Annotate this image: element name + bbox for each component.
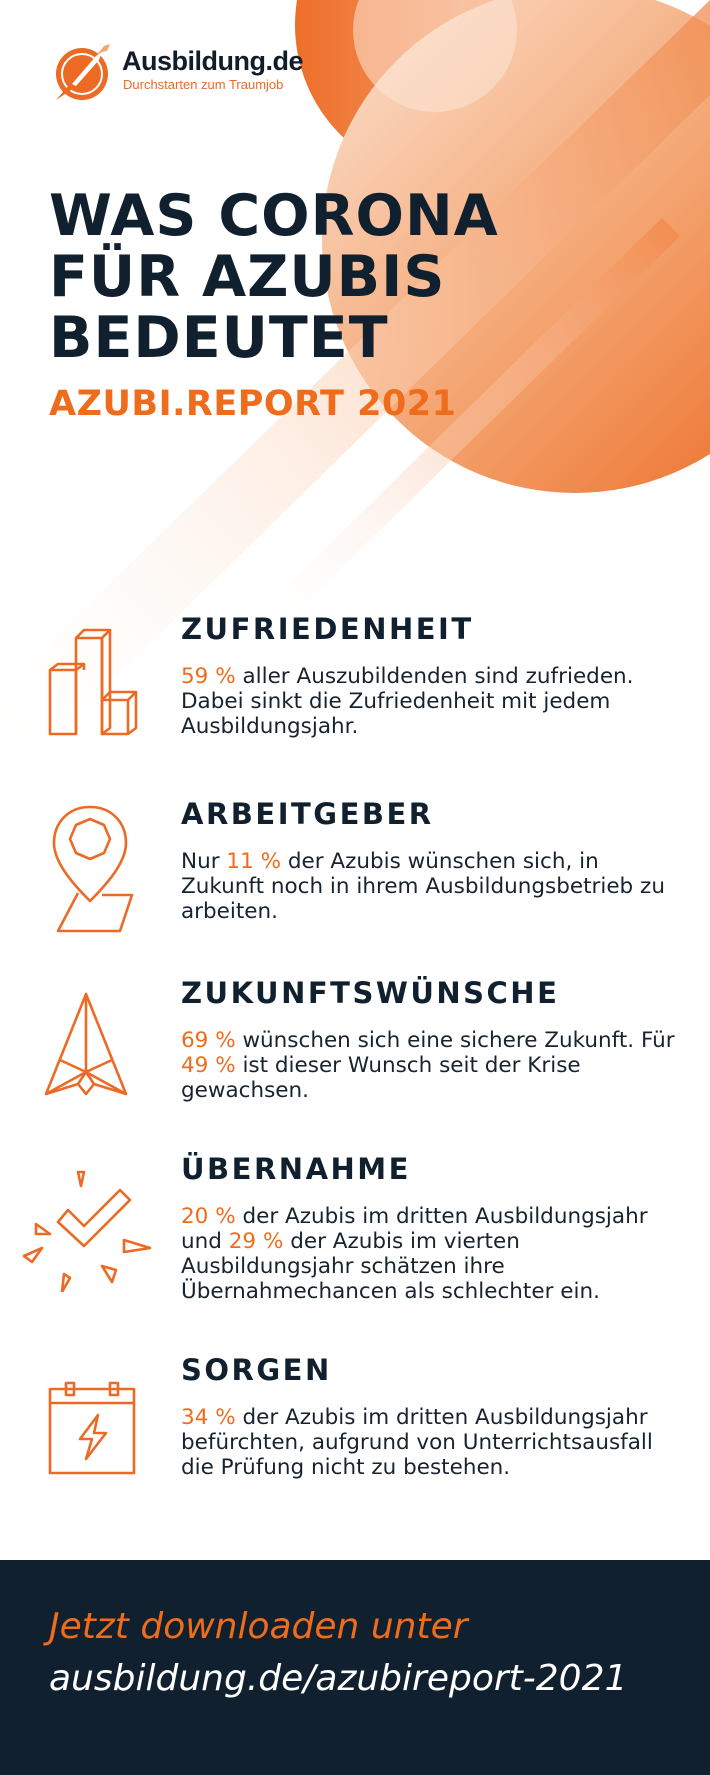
brand-logo[interactable] <box>52 38 303 104</box>
stat-highlight: 29 % <box>228 1229 284 1254</box>
map-pin-icon <box>20 797 160 937</box>
section-text: Nur 11 % der Azubis wünschen sich, in Zukunft noch in ihrem Ausbildungsbetrieb zu arbeiten. <box>181 849 665 924</box>
stat-highlight: 20 % <box>181 1204 236 1229</box>
checkmark-burst-icon <box>20 1152 160 1292</box>
stat-highlight: 34 % <box>181 1405 236 1430</box>
title-line-1: WAS CORONA <box>49 183 499 249</box>
stat-highlight: 11 % <box>226 849 282 874</box>
title-line-3: BEDEUTET <box>49 305 389 371</box>
brand-name: Ausbildung.de <box>122 46 303 76</box>
section-text: 34 % der Azubis im dritten Ausbildungsjahr befürchten, aufgrund von Unterrichtsausfall die Prüfung nicht zu bestehen. <box>181 1405 653 1480</box>
stat-highlight: 59 % <box>181 664 236 689</box>
stat-highlight: 49 % <box>181 1053 236 1078</box>
title-line-2: FÜR AZUBIS <box>49 244 446 310</box>
report-subtitle: AZUBI.REPORT 2021 <box>49 384 457 424</box>
bar-chart-3d-icon <box>20 612 160 752</box>
rocket-logo-icon <box>52 38 118 104</box>
paper-plane-icon <box>20 976 160 1116</box>
page-title <box>49 183 499 371</box>
section-heading: ZUFRIEDENHEIT <box>181 612 474 646</box>
calendar-lightning-icon <box>20 1353 160 1493</box>
section-text: 69 % wünschen sich eine sichere Zukunft. Für 49 % ist dieser Wunsch seit der Krise gewachsen. <box>181 1028 675 1103</box>
stat-highlight: 69 % <box>181 1028 236 1053</box>
download-link[interactable]: ausbildung.de/azubireport-2021 <box>49 1658 628 1699</box>
section-text: 20 % der Azubis im dritten Ausbildungsjahr und 29 % der Azubis im vierten Ausbildungsjahr schätzen ihre Übernahmechancen als schlechter ein. <box>181 1204 648 1304</box>
section-heading: ZUKUNFTSWÜNSCHE <box>181 976 560 1010</box>
footer-download-banner <box>0 1560 710 1775</box>
section-heading: ÜBERNAHME <box>181 1152 411 1186</box>
section-heading: ARBEITGEBER <box>181 797 434 831</box>
download-cta-text: Jetzt downloaden unter <box>49 1606 468 1647</box>
section-text: 59 % aller Auszubildenden sind zufrieden. Dabei sinkt die Zufriedenheit mit jedem Ausbildungsjahr. <box>181 664 634 739</box>
section-heading: SORGEN <box>181 1353 332 1387</box>
brand-tagline: Durchstarten zum Traumjob <box>123 77 284 92</box>
